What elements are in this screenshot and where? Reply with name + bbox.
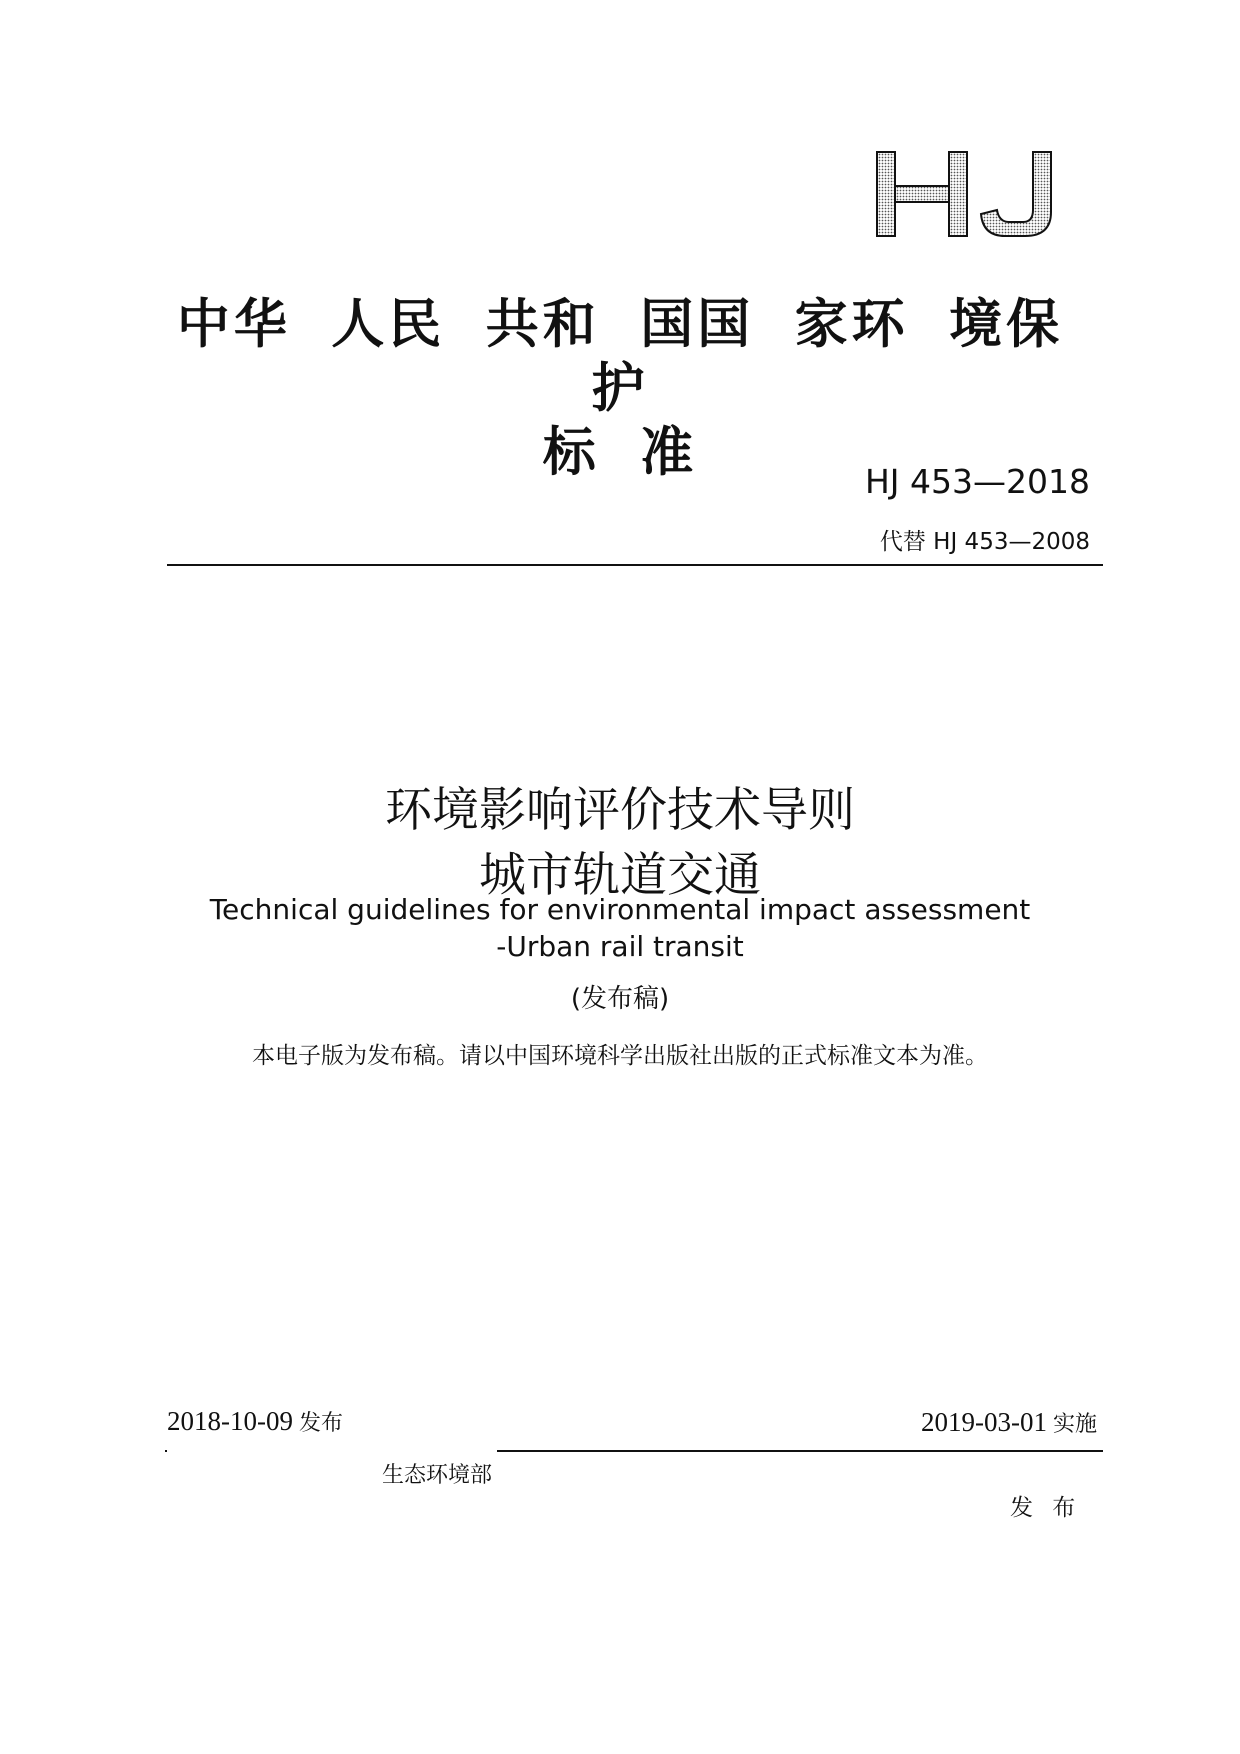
footer-dot	[165, 1450, 167, 1452]
footer-divider	[497, 1450, 1103, 1452]
header-divider	[167, 564, 1103, 566]
standard-number: HJ 453—2018	[864, 462, 1090, 501]
issue-word: 发 布	[1010, 1495, 1082, 1521]
implement-date-block	[921, 1407, 1097, 1438]
implement-date: 2019-03-01	[921, 1407, 1047, 1437]
standard-name-line2: 标 准	[542, 421, 698, 483]
standard-name-line1: 中华 人民 共和 国国 家环 境保 护	[176, 293, 1064, 419]
replaces-standard: 代替 HJ 453—2008	[879, 529, 1090, 555]
title-cn-line1: 环境影响评价技术导则	[385, 783, 855, 838]
title-cn-line2: 城市轨道交通	[479, 848, 761, 903]
hj-logo	[875, 150, 1075, 240]
draft-label: (发布稿)	[570, 984, 670, 1014]
implement-label: 实施	[1052, 1412, 1097, 1437]
issue-date-block	[167, 1406, 343, 1437]
issuing-authority: 生态环境部	[382, 1463, 493, 1488]
publication-notice: 本电子版为发布稿。请以中国环境科学出版社出版的正式标准文本为准。	[252, 1043, 988, 1069]
hj-logo-icon	[875, 150, 1075, 240]
standard-category-name	[150, 292, 1090, 484]
title-en-line1: Technical guidelines for environmental impact assessment	[209, 893, 1031, 926]
title-en-line2: -Urban rail transit	[496, 930, 744, 963]
issue-label: 发布	[298, 1411, 343, 1436]
issue-date: 2018-10-09	[167, 1406, 293, 1436]
